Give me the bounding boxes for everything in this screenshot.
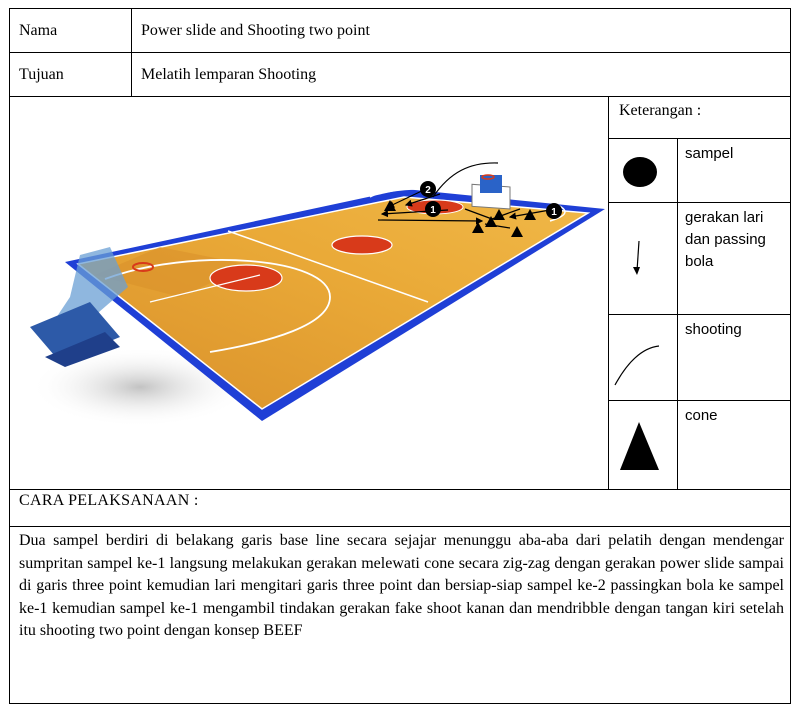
legend-item-cone bbox=[609, 401, 790, 490]
keterangan-legend bbox=[609, 97, 790, 490]
svg-text:1: 1 bbox=[551, 207, 557, 218]
legend-label: cone bbox=[685, 407, 718, 424]
tujuan-value: Melatih lemparan Shooting bbox=[141, 65, 317, 83]
basketball-court-illustration bbox=[10, 97, 608, 490]
legend-item-shooting bbox=[609, 315, 790, 401]
filled-circle-icon bbox=[609, 139, 677, 202]
svg-text:2: 2 bbox=[425, 185, 431, 196]
legend-label: sampel bbox=[685, 145, 734, 162]
legend-item-sampel bbox=[609, 139, 790, 203]
arrow-down-icon bbox=[609, 203, 677, 314]
nama-value: Power slide and Shooting two point bbox=[141, 21, 370, 39]
player-marker-2 bbox=[420, 181, 436, 197]
legend-item-gerakan bbox=[609, 203, 790, 315]
court-diagram bbox=[10, 97, 609, 490]
tujuan-row bbox=[10, 53, 790, 97]
shooting-curve-icon bbox=[609, 315, 677, 400]
cara-heading: CARA PELAKSANAAN : bbox=[10, 490, 790, 527]
triangle-icon bbox=[609, 401, 677, 489]
nama-row bbox=[10, 9, 790, 53]
nama-label: Nama bbox=[10, 9, 132, 52]
diagram-section bbox=[10, 97, 790, 490]
player-marker-1 bbox=[425, 201, 441, 217]
legend-label: gerakan lari dan passing bola bbox=[685, 209, 766, 270]
cara-description: Dua sampel berdiri di belakang garis base line secara sejajar menunggu aba-aba dari pelatih dengan mendengar sumpritan sampel ke-1 langsung melakukan gerakan melewati cone secara zig-zag dengan gerakan power slide sampai di garis three point kemudian lari mengitari garis three point dan bersiap-siap sampel ke-2 passingkan bola ke sampel ke-1 kemudian sampel ke-1 mengambil tindakan gerakan fake shoot kanan dan mendribble dengan tangan kiri setelah itu shooting two point dengan konsep BEEF bbox=[19, 532, 784, 640]
legend-label: shooting bbox=[685, 321, 742, 338]
tujuan-label: Tujuan bbox=[10, 53, 132, 96]
svg-text:1: 1 bbox=[430, 205, 436, 216]
keterangan-title: Keterangan : bbox=[609, 97, 790, 139]
center-circle bbox=[332, 236, 392, 254]
player-marker-1-right bbox=[546, 203, 562, 219]
drill-card bbox=[9, 8, 791, 704]
